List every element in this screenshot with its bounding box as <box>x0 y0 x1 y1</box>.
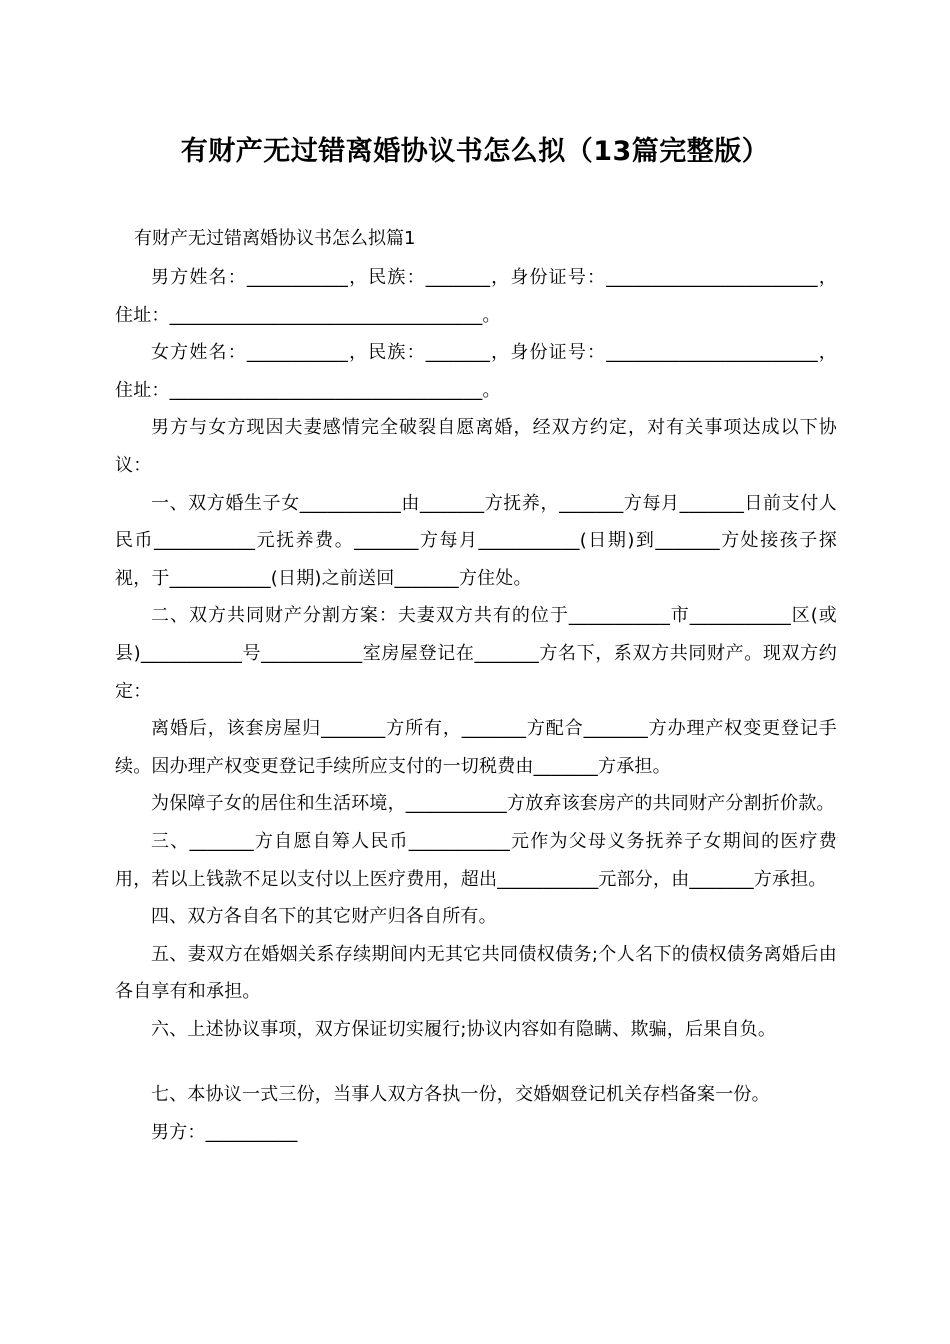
paragraph-clause-1: 一、双方婚生子女___________由_______方抚养，_______方每月_______日前支付人民币___________元抚养费。_______方每月___________(日期)到_______方处接孩子探视，于___________(日期)之前送回_______方住处。 <box>115 492 837 589</box>
document-title: 有财产无过错离婚协议书怎么拟（13篇完整版） <box>180 136 770 167</box>
paragraph-husband-signature: 男方：__________ <box>151 1122 298 1144</box>
paragraph-clause-3: 三、_______方自愿自筹人民币___________元作为父母义务抚养子女期间的医疗费用，若以上钱款不足以支付以上医疗费用，超出___________元部分，由_______方承担。 <box>115 830 837 890</box>
paragraph-preamble: 男方与女方现因夫妻感情完全破裂自愿离婚，经双方约定，对有关事项达成以下协议： <box>115 417 837 476</box>
paragraph-clause-7: 七、本协议一式三份，当事人双方各执一份，交婚姻登记机关存档备案一份。 <box>151 1084 770 1106</box>
paragraph-clause-4: 四、双方各自名下的其它财产归各自所有。 <box>151 906 497 928</box>
document-body <box>115 259 837 1152</box>
paragraph-clause-6: 六、上述协议事项，双方保证切实履行;协议内容如有隐瞒、欺骗，后果自负。 <box>151 1018 777 1040</box>
paragraph-clause-5: 五、妻双方在婚姻关系存续期间内无其它共同债权债务;个人名下的债权债务离婚后由各自享有和承担。 <box>115 943 837 1003</box>
paragraph-clause-2: 二、双方共同财产分割方案：夫妻双方共有的位于___________市___________区(或县)___________号___________室房屋登记在_______方名下，系双方共同财产。现双方约定： <box>115 605 837 702</box>
paragraph-clause-2-waiver: 为保障子女的居住和生活环境，___________方放弃该套房产的共同财产分割折价款。 <box>151 793 835 815</box>
paragraph-husband-info: 男方姓名：___________，民族：_______，身份证号：_______________________，住址：__________________________________。 <box>115 267 837 326</box>
paragraph-wife-info: 女方姓名：___________，民族：_______，身份证号：_______________________，住址：__________________________________。 <box>115 342 837 401</box>
paragraph-clause-2-house: 离婚后，该套房屋归_______方所有，_______方配合_______方办理产权变更登记手续。因办理产权变更登记手续所应支付的一切税费由_______方承担。 <box>115 718 837 777</box>
document-subtitle: 有财产无过错离婚协议书怎么拟篇1 <box>134 228 416 249</box>
